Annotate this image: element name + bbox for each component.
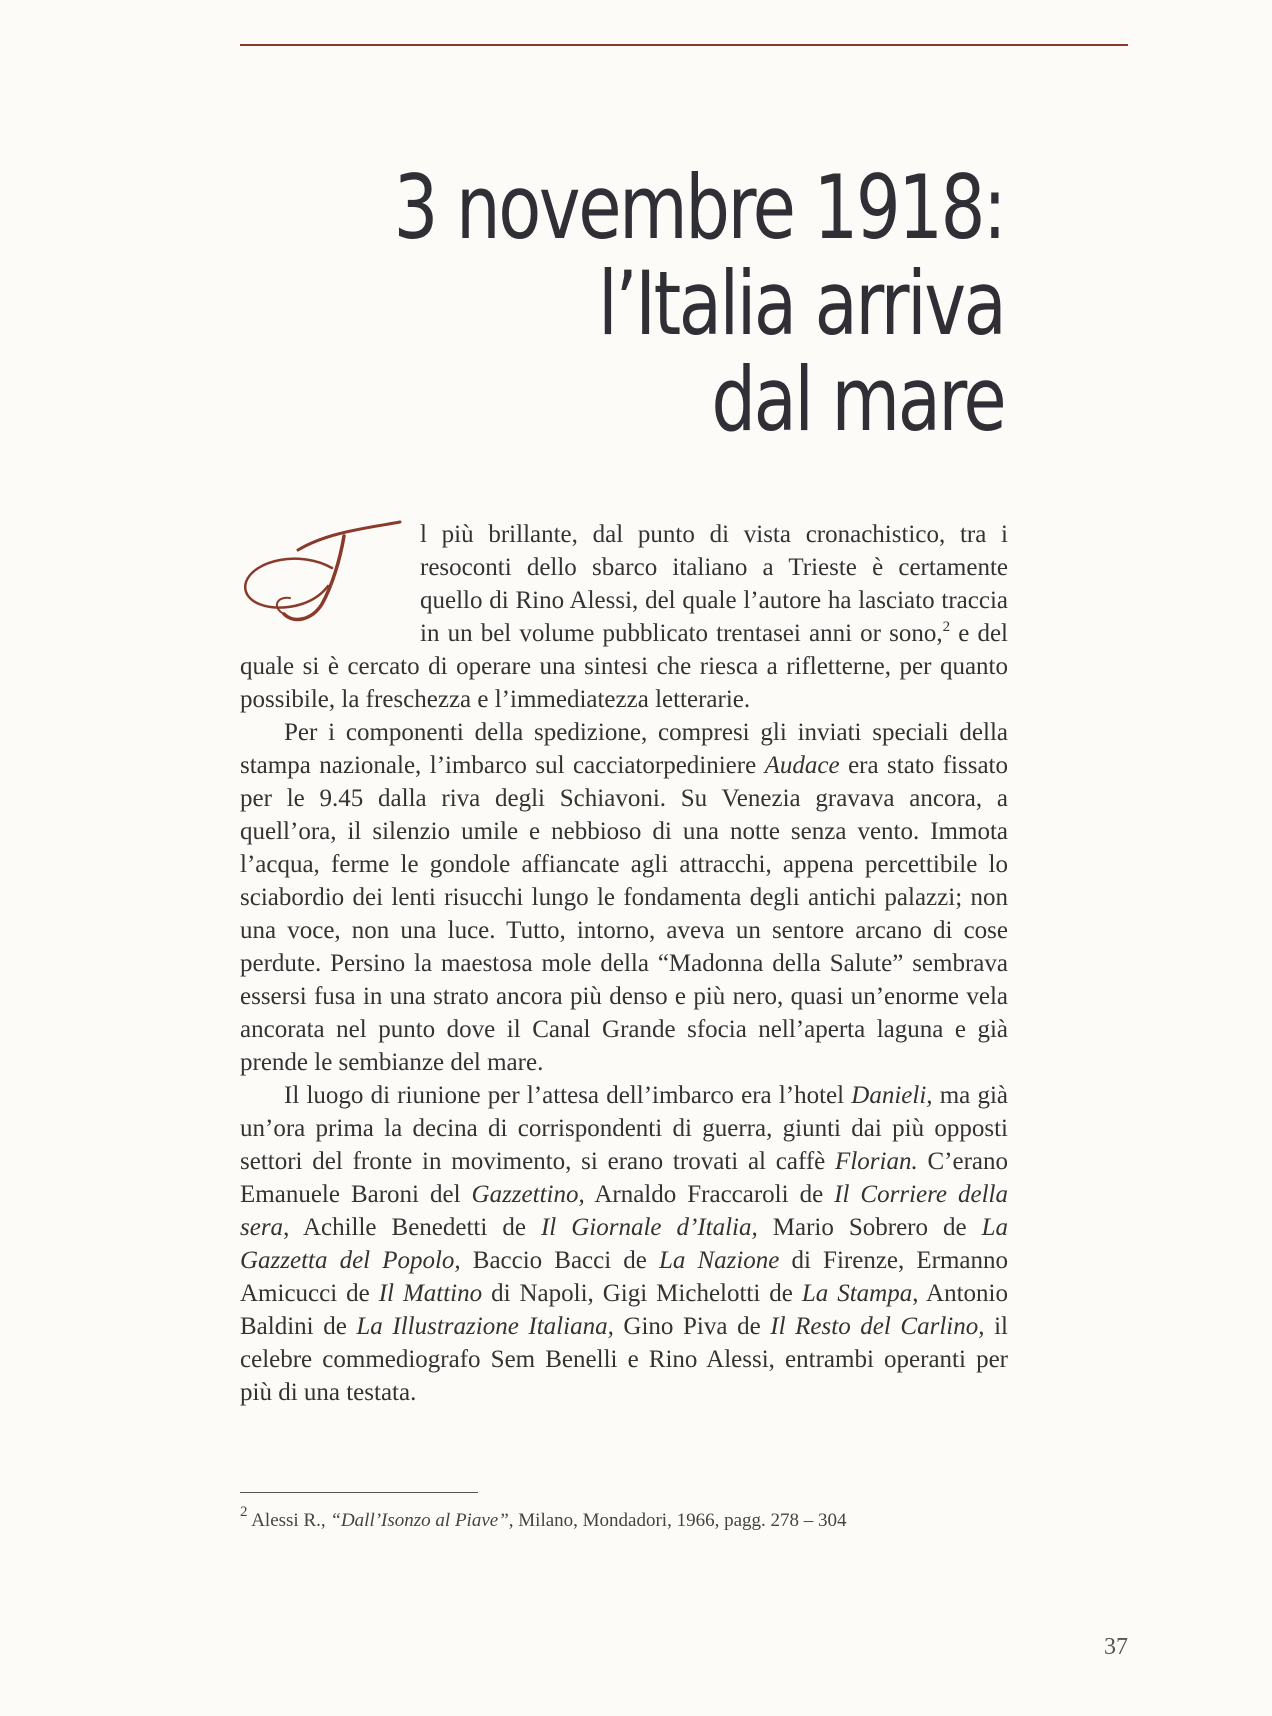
newspaper-title: La Illustrazione Italiana,	[356, 1313, 614, 1340]
newspaper-title: Il Mattino	[378, 1280, 483, 1307]
newspaper-title: La Gazzetta del Popolo,	[240, 1214, 1009, 1274]
paragraph-2-part-1: Per i componenti della spedizione, compresi gli inviati speciali della stampa nazionale, l’imbarco sul cacciatorpediniere	[240, 719, 1008, 779]
title-line-2: l’Italia arriva	[597, 252, 1004, 355]
footnote-rule	[240, 1492, 478, 1493]
footnote-work-title: “Dall’Isonzo al Piave”	[330, 1510, 509, 1531]
hotel-name: Danieli,	[851, 1082, 933, 1109]
paragraph-3-text: , Achille Benedetti de	[283, 1214, 541, 1241]
newspaper-title: La Nazione	[658, 1247, 780, 1274]
footnote-details: , Milano, Mondadori, 1966, pagg. 278 – 304	[508, 1510, 847, 1531]
paragraph-1	[240, 518, 1008, 716]
paragraph-3-text: il celebre commediografo Sem Benelli e Rino Alessi, entrambi operanti per più di una testata.	[240, 1313, 1008, 1406]
cafe-name: Florian.	[835, 1148, 918, 1175]
paragraph-3-text: di Napoli, Gigi Michelotti de	[482, 1280, 802, 1307]
paragraph-3-text: Il luogo di riunione per l’attesa dell’imbarco era l’hotel	[284, 1082, 852, 1109]
paragraph-3-text: Baccio Bacci de	[460, 1247, 659, 1274]
footnote	[240, 1504, 847, 1532]
ship-name: Audace	[764, 752, 840, 779]
paragraph-3-text: Mario Sobrero de	[757, 1214, 982, 1241]
paragraph-3-text: ma già un’ora prima la decina di corrispondenti di guerra, giunti dai più opposti settori del fronte in movimento, si erano trovati al caffè	[240, 1082, 1008, 1175]
article-body	[240, 518, 1008, 1409]
paragraph-3-text: , Antonio Baldini de	[240, 1280, 1008, 1340]
title-line-3: dal mare	[711, 348, 1004, 451]
paragraph-1-lead: l più brillante, dal punto di vista cronachistico, tra i resoconti dello sbarco italiano a Trieste è certamente quello di Rino Alessi, del quale l’autore ha lasciato traccia in un bel volume pubblicato trentasei anni or sono,	[420, 521, 1008, 647]
newspaper-title: Il Corriere della sera	[240, 1181, 1008, 1241]
page-number: 37	[1104, 1634, 1128, 1660]
footnote-reference[interactable]: 2	[942, 619, 951, 635]
newspaper-title: La Stampa	[801, 1280, 913, 1307]
footnote-number: 2	[240, 1504, 248, 1520]
newspaper-title: Il Resto del Carlino,	[770, 1313, 985, 1340]
footnote-author: Alessi R.,	[247, 1510, 331, 1531]
top-rule	[240, 44, 1128, 46]
page-title	[393, 156, 1004, 451]
paragraph-3-text: Arnaldo Fraccaroli de	[584, 1181, 835, 1208]
paragraph-3-text: di Firenze, Ermanno Amicucci de	[240, 1247, 1008, 1307]
paragraph-2-part-2: era stato fissato per le 9.45 dalla riva degli Schiavoni. Su Venezia gravava ancora, a quell’ora, il silenzio umile e nebbioso di una notte senza vento. Immota l’acqua, ferme le gondole affiancate agli attracchi, appena percettibile lo sciabordio dei lenti risucchi lungo le fondamenta degli antichi palazzi; non una voce, non una luce. Tutto, intorno, aveva un sentore arcano di cose perdute. Persino la maestosa mole della “Madonna della Salute” sembrava essersi fusa in una strato ancora più denso e più nero, quasi un’enorme vela ancorata nel punto dove il Canal Grande sfocia nell’aperta laguna e già prende le sembianze del mare.	[240, 752, 1008, 1076]
paragraph-2	[240, 716, 1008, 1079]
newspaper-title: Gazzettino,	[471, 1181, 585, 1208]
paragraph-3-text: Gino Piva de	[613, 1313, 771, 1340]
title-line-1: 3 novembre 1918:	[393, 156, 1004, 259]
paragraph-3	[240, 1079, 1008, 1409]
paragraph-3-text: C’erano Emanuele Baroni del	[240, 1148, 1008, 1208]
paragraph-1-tail: e del quale si è cercato di operare una sintesi che riesca a rifletterne, per quanto possibile, la freschezza e l’immediatezza letterarie.	[240, 620, 1008, 713]
newspaper-title: Il Giornale d’Italia,	[540, 1214, 758, 1241]
drop-cap-ornament	[240, 520, 412, 628]
